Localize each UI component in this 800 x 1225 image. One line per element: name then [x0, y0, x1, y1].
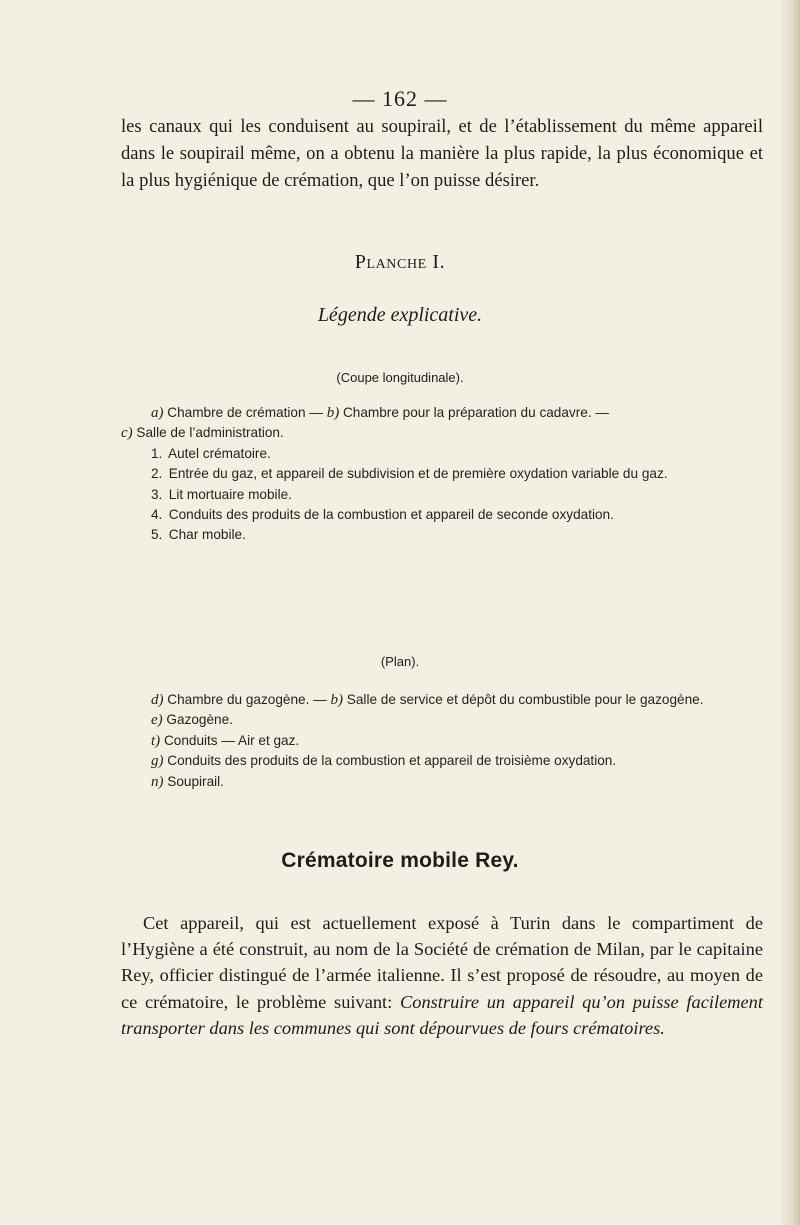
legend-key-b: b) [326, 405, 340, 421]
legend-item-number: 5. [151, 527, 163, 543]
legend-title: Légende explicative. [317, 304, 483, 326]
plate-title: Planche I. [354, 251, 446, 273]
legend-item-text: Char mobile. [168, 527, 246, 543]
legend-item-text: Autel crématoire. [168, 445, 271, 461]
legend-key: e) [151, 712, 163, 729]
legend-longitudinal [121, 403, 763, 546]
page-edge-shadow [778, 0, 800, 1225]
caption-plan: (Plan). [380, 654, 420, 669]
legend-item [121, 772, 763, 792]
legend-item-text: Lit mortuaire mobile. [168, 486, 292, 502]
legend-item [121, 710, 763, 730]
legend-item [121, 464, 763, 484]
legend-text-c: Salle de l’administration. [132, 425, 284, 441]
legend-key: g) [151, 753, 164, 770]
legend-item-number: 4. [151, 507, 163, 523]
legend-item [121, 485, 763, 505]
legend-text-b: Salle de service et dépôt du combustible pour le gazogène. [343, 692, 704, 707]
legend-text-d: Chambre du gazogène. — [163, 692, 331, 707]
legend-text-a: Chambre de crémation — [163, 405, 327, 420]
legend-item-text: Gazogène. [162, 712, 233, 728]
legend-item [121, 751, 763, 771]
legend-item-number: 3. [151, 486, 163, 502]
legend-item [121, 505, 763, 525]
legend-item-text: Conduits — Air et gaz. [160, 732, 300, 748]
caption-longitudinal: (Coupe longitudinale). [336, 370, 464, 385]
legend-key-b: b) [330, 692, 344, 708]
body-paragraph [121, 910, 763, 1041]
page-number: — 162 — [352, 86, 448, 111]
body-text: Cet appareil, qui est actuellement exposé à Turin dans le compartiment de l’Hygiène a été construit, au nom de la Société de crémation de Milan, par le capitaine Rey, officier distingué de l’armée italienne. Il s’est proposé de résoudre, au moyen de ce crématoire, le problème suivant: [121, 913, 763, 1012]
legend-key-d: d) [151, 692, 164, 708]
intro-paragraph: les canaux qui les conduisent au soupirail, et de l’établissement du même appareil dans le soupirail même, on a obtenu la manière la plus rapide, la plus économique et la plus hygiénique de crémation, que l’on puisse désirer. [121, 116, 763, 191]
legend-plan [121, 690, 763, 792]
legend-item [121, 444, 763, 464]
legend-key-a: a) [151, 405, 164, 421]
legend-item-text: Conduits des produits de la combustion et appareil de seconde oxydation. [168, 507, 614, 523]
legend-item-text: Soupirail. [163, 773, 224, 789]
legend-key: t) [151, 732, 161, 749]
legend-item-number: 1. [151, 445, 163, 461]
section-heading: Crématoire mobile Rey. [281, 849, 519, 872]
legend-line-a-b [121, 403, 763, 423]
legend-item-number: 2. [151, 466, 163, 482]
legend-key-c: c) [121, 425, 133, 442]
legend-item-text: Entrée du gaz, et appareil de subdivision et de première oxydation variable du gaz. [168, 466, 668, 482]
legend-key: n) [151, 773, 164, 790]
body-text-italic: Construire un appareil qu’on puisse facilement transporter dans les communes qui sont dépourvues de fours crématoires. [121, 991, 763, 1038]
legend-item [121, 731, 763, 751]
legend-item [121, 525, 763, 545]
legend-item-text: Conduits des produits de la combustion et appareil de troisième oxydation. [163, 753, 617, 769]
legend-line-d-b [121, 690, 763, 710]
legend-text-b: Chambre pour la préparation du cadavre. — [339, 405, 609, 420]
legend-line-c [121, 423, 763, 443]
